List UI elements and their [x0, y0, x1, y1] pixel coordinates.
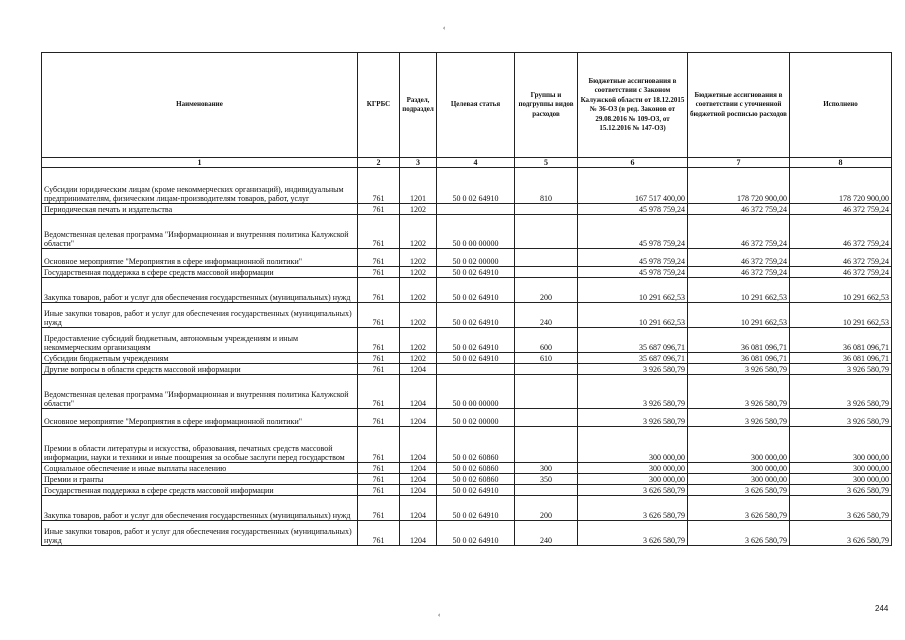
row-kgrbs: 761	[358, 364, 400, 375]
row-kgrbs: 761	[358, 267, 400, 278]
row-target-article: 50 0 02 60860	[437, 463, 515, 474]
row-law-amount: 300 000,00	[578, 463, 688, 474]
table-row	[42, 474, 892, 485]
row-name: Иные закупки товаров, работ и услуг для обеспечения государственных (муниципальных) нужд	[42, 521, 358, 546]
row-law-amount: 300 000,00	[578, 427, 688, 463]
row-section: 1204	[400, 474, 437, 485]
row-kgrbs: 761	[358, 521, 400, 546]
column-number: 7	[688, 158, 790, 168]
row-expense-group: 600	[515, 328, 578, 353]
row-expense-group: 350	[515, 474, 578, 485]
column-number-row	[42, 158, 892, 168]
table-row	[42, 267, 892, 278]
column-number: 2	[358, 158, 400, 168]
row-law-amount: 45 978 759,24	[578, 267, 688, 278]
row-executed-amount: 3 926 580,79	[790, 375, 892, 409]
table-row	[42, 364, 892, 375]
budget-table	[41, 52, 892, 546]
row-expense-group: 240	[515, 521, 578, 546]
row-target-article: 50 0 02 64910	[437, 267, 515, 278]
row-expense-group	[515, 364, 578, 375]
row-law-amount: 35 687 096,71	[578, 353, 688, 364]
row-name: Государственная поддержка в сфере средств массовой информации	[42, 485, 358, 496]
scan-mark-bottom: ‹	[438, 611, 441, 619]
table-row	[42, 249, 892, 267]
row-law-amount: 10 291 662,53	[578, 278, 688, 303]
row-law-amount: 3 926 580,79	[578, 409, 688, 427]
row-expense-group	[515, 215, 578, 249]
header-name: Наименование	[42, 53, 358, 158]
row-kgrbs: 761	[358, 168, 400, 204]
row-law-amount: 3 626 580,79	[578, 521, 688, 546]
table-row	[42, 278, 892, 303]
row-kgrbs: 761	[358, 485, 400, 496]
row-refined-amount: 178 720 900,00	[688, 168, 790, 204]
row-name: Закупка товаров, работ и услуг для обеспечения государственных (муниципальных) нужд	[42, 496, 358, 521]
row-refined-amount: 10 291 662,53	[688, 278, 790, 303]
row-kgrbs: 761	[358, 375, 400, 409]
row-section: 1204	[400, 463, 437, 474]
table-row	[42, 485, 892, 496]
table-row	[42, 427, 892, 463]
row-law-amount: 45 978 759,24	[578, 215, 688, 249]
row-law-amount: 3 626 580,79	[578, 485, 688, 496]
row-target-article: 50 0 02 64910	[437, 278, 515, 303]
row-kgrbs: 761	[358, 463, 400, 474]
row-target-article	[437, 204, 515, 215]
row-name: Основное мероприятие "Мероприятия в сфере информационной политики"	[42, 249, 358, 267]
row-executed-amount: 3 926 580,79	[790, 409, 892, 427]
row-executed-amount: 46 372 759,24	[790, 204, 892, 215]
row-refined-amount: 3 626 580,79	[688, 496, 790, 521]
row-expense-group: 610	[515, 353, 578, 364]
row-name: Ведомственная целевая программа "Информационная и внутренняя политика Калужской области"	[42, 375, 358, 409]
row-name: Премии и гранты	[42, 474, 358, 485]
row-kgrbs: 761	[358, 328, 400, 353]
row-law-amount: 3 926 580,79	[578, 375, 688, 409]
row-expense-group	[515, 485, 578, 496]
row-kgrbs: 761	[358, 249, 400, 267]
row-refined-amount: 300 000,00	[688, 474, 790, 485]
row-executed-amount: 3 926 580,79	[790, 364, 892, 375]
row-executed-amount: 36 081 096,71	[790, 353, 892, 364]
table-row	[42, 463, 892, 474]
row-name: Предоставление субсидий бюджетным, автономным учреждениям и иным некоммерческим организациям	[42, 328, 358, 353]
table-row	[42, 409, 892, 427]
header-law-allocations: Бюджетные ассигнования в соответствии с Законом Калужской области от 18.12.2015 № 36-ОЗ (в ред. Законов от 29.08.2016 № 109-ОЗ, от 15.12.2016 № 147-ОЗ)	[578, 53, 688, 158]
row-section: 1204	[400, 485, 437, 496]
row-refined-amount: 3 626 580,79	[688, 521, 790, 546]
row-law-amount: 35 687 096,71	[578, 328, 688, 353]
row-expense-group: 200	[515, 496, 578, 521]
column-number: 8	[790, 158, 892, 168]
column-number: 3	[400, 158, 437, 168]
row-target-article: 50 0 00 00000	[437, 215, 515, 249]
row-target-article: 50 0 02 64910	[437, 328, 515, 353]
row-expense-group: 810	[515, 168, 578, 204]
row-section: 1204	[400, 521, 437, 546]
header-executed: Исполнено	[790, 53, 892, 158]
row-refined-amount: 300 000,00	[688, 463, 790, 474]
row-name: Основное мероприятие "Мероприятия в сфере информационной политики"	[42, 409, 358, 427]
row-expense-group	[515, 249, 578, 267]
row-executed-amount: 300 000,00	[790, 463, 892, 474]
row-section: 1204	[400, 364, 437, 375]
row-kgrbs: 761	[358, 427, 400, 463]
header-refined-allocations: Бюджетные ассигнования в соответствии с уточненной бюджетной росписью расходов	[688, 53, 790, 158]
row-law-amount: 45 978 759,24	[578, 249, 688, 267]
row-executed-amount: 46 372 759,24	[790, 215, 892, 249]
row-refined-amount: 46 372 759,24	[688, 215, 790, 249]
row-refined-amount: 46 372 759,24	[688, 267, 790, 278]
table-row	[42, 215, 892, 249]
row-name: Государственная поддержка в сфере средств массовой информации	[42, 267, 358, 278]
row-expense-group: 200	[515, 278, 578, 303]
row-law-amount: 167 517 400,00	[578, 168, 688, 204]
row-section: 1204	[400, 427, 437, 463]
row-section: 1202	[400, 353, 437, 364]
table-row	[42, 521, 892, 546]
row-name: Социальное обеспечение и иные выплаты населению	[42, 463, 358, 474]
row-executed-amount: 300 000,00	[790, 474, 892, 485]
row-expense-group: 300	[515, 463, 578, 474]
row-name: Премии в области литературы и искусства, образования, печатных средств массовой информации, науки и техники и иные поощрения за особые заслуги перед государством	[42, 427, 358, 463]
row-kgrbs: 761	[358, 496, 400, 521]
row-law-amount: 300 000,00	[578, 474, 688, 485]
row-executed-amount: 300 000,00	[790, 427, 892, 463]
row-target-article: 50 0 02 64910	[437, 485, 515, 496]
row-law-amount: 10 291 662,53	[578, 303, 688, 328]
row-name: Субсидии юридическим лицам (кроме некоммерческих организаций), индивидуальным предпринимателям, физическим лицам-производителям товаров, работ, услуг	[42, 168, 358, 204]
row-refined-amount: 46 372 759,24	[688, 204, 790, 215]
row-refined-amount: 300 000,00	[688, 427, 790, 463]
table-row	[42, 168, 892, 204]
row-target-article: 50 0 02 60860	[437, 474, 515, 485]
row-refined-amount: 10 291 662,53	[688, 303, 790, 328]
row-kgrbs: 761	[358, 204, 400, 215]
row-target-article: 50 0 02 00000	[437, 409, 515, 427]
row-executed-amount: 178 720 900,00	[790, 168, 892, 204]
table-row	[42, 375, 892, 409]
row-expense-group: 240	[515, 303, 578, 328]
row-kgrbs: 761	[358, 474, 400, 485]
row-target-article: 50 0 00 00000	[437, 375, 515, 409]
column-number: 4	[437, 158, 515, 168]
row-target-article: 50 0 02 64910	[437, 521, 515, 546]
row-executed-amount: 3 626 580,79	[790, 521, 892, 546]
row-section: 1202	[400, 267, 437, 278]
row-target-article: 50 0 02 64910	[437, 303, 515, 328]
row-name: Ведомственная целевая программа "Информационная и внутренняя политика Калужской области"	[42, 215, 358, 249]
row-executed-amount: 36 081 096,71	[790, 328, 892, 353]
row-refined-amount: 3 926 580,79	[688, 364, 790, 375]
row-section: 1202	[400, 215, 437, 249]
row-kgrbs: 761	[358, 303, 400, 328]
row-executed-amount: 46 372 759,24	[790, 249, 892, 267]
row-expense-group	[515, 267, 578, 278]
table-row	[42, 328, 892, 353]
row-refined-amount: 3 926 580,79	[688, 409, 790, 427]
row-kgrbs: 761	[358, 215, 400, 249]
header-section: Раздел, подраздел	[400, 53, 437, 158]
table-row	[42, 496, 892, 521]
row-executed-amount: 3 626 580,79	[790, 496, 892, 521]
row-target-article: 50 0 02 00000	[437, 249, 515, 267]
row-law-amount: 3 926 580,79	[578, 364, 688, 375]
column-number: 1	[42, 158, 358, 168]
row-executed-amount: 46 372 759,24	[790, 267, 892, 278]
row-section: 1202	[400, 204, 437, 215]
row-name: Закупка товаров, работ и услуг для обеспечения государственных (муниципальных) нужд	[42, 278, 358, 303]
row-law-amount: 45 978 759,24	[578, 204, 688, 215]
row-section: 1202	[400, 328, 437, 353]
row-target-article: 50 0 02 64910	[437, 353, 515, 364]
row-section: 1202	[400, 278, 437, 303]
row-expense-group	[515, 409, 578, 427]
row-section: 1202	[400, 249, 437, 267]
row-target-article: 50 0 02 64910	[437, 496, 515, 521]
row-target-article: 50 0 02 60860	[437, 427, 515, 463]
row-kgrbs: 761	[358, 278, 400, 303]
row-section: 1204	[400, 496, 437, 521]
row-section: 1204	[400, 409, 437, 427]
row-expense-group	[515, 204, 578, 215]
header-target-article: Целевая статья	[437, 53, 515, 158]
row-section: 1201	[400, 168, 437, 204]
header-kgrbs: КГРБС	[358, 53, 400, 158]
row-refined-amount: 3 926 580,79	[688, 375, 790, 409]
row-executed-amount: 10 291 662,53	[790, 278, 892, 303]
table-row	[42, 204, 892, 215]
row-expense-group	[515, 427, 578, 463]
row-target-article: 50 0 02 64910	[437, 168, 515, 204]
table-row	[42, 303, 892, 328]
row-refined-amount: 46 372 759,24	[688, 249, 790, 267]
page-number: 244	[875, 604, 889, 613]
row-section: 1204	[400, 375, 437, 409]
scan-mark-top: ‹	[443, 24, 446, 32]
column-number: 5	[515, 158, 578, 168]
row-refined-amount: 36 081 096,71	[688, 353, 790, 364]
row-expense-group	[515, 375, 578, 409]
row-refined-amount: 3 626 580,79	[688, 485, 790, 496]
row-kgrbs: 761	[358, 409, 400, 427]
header-expense-group: Группы и подгруппы видов расходов	[515, 53, 578, 158]
row-law-amount: 3 626 580,79	[578, 496, 688, 521]
row-name: Субсидии бюджетным учреждениям	[42, 353, 358, 364]
row-name: Иные закупки товаров, работ и услуг для обеспечения государственных (муниципальных) нужд	[42, 303, 358, 328]
row-name: Периодическая печать и издательства	[42, 204, 358, 215]
row-kgrbs: 761	[358, 353, 400, 364]
row-executed-amount: 10 291 662,53	[790, 303, 892, 328]
table-body	[42, 168, 892, 546]
row-executed-amount: 3 626 580,79	[790, 485, 892, 496]
table-row	[42, 353, 892, 364]
row-name: Другие вопросы в области средств массовой информации	[42, 364, 358, 375]
row-refined-amount: 36 081 096,71	[688, 328, 790, 353]
row-section: 1202	[400, 303, 437, 328]
table-header-row	[42, 53, 892, 158]
column-number: 6	[578, 158, 688, 168]
row-target-article	[437, 364, 515, 375]
